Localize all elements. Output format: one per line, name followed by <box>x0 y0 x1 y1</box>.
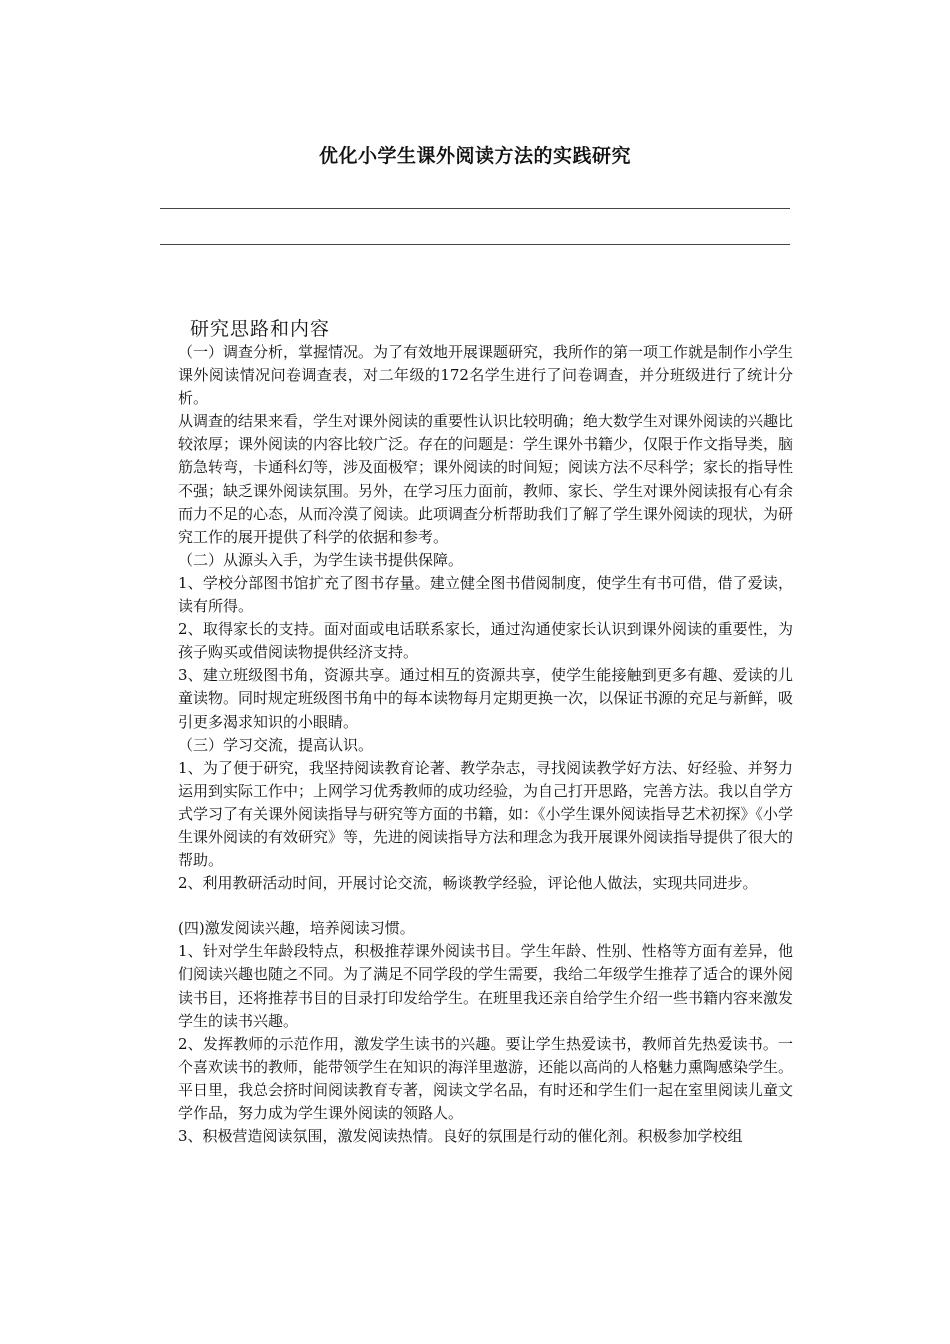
paragraph-heading-4: (四)激发阅读兴趣，培养阅读习惯。 <box>178 919 415 938</box>
paragraph-item: 2、发挥教师的示范作用，激发学生读书的兴趣。要让学生热爱读书，教师首先热爱读书。一个喜欢读书的教师，能带领学生在知识的海洋里遨游，还能以高尚的人格魅力熏陶感染学生。平日里，我总会挤时间阅读教育专著，阅读文学名品，有时还和学生们一起在室里阅读儿童文学作品，努力成为学生课外阅读的领路人。 <box>178 1034 794 1122</box>
paragraph-heading-2: （二）从源头入手，为学生读书提供保障。 <box>178 550 464 569</box>
paragraph-item: 1、为了便于研究，我坚持阅读教育论著、教学杂志，寻找阅读教学好方法、好经验、并努力运用到实际工作中；上网学习优秀教师的成功经验，为自己打开思路，完善方法。我以自学方式学习了有关课外阅读指导与研究等方面的书籍，如：《小学生课外阅读指导艺术初探》《小学生课外阅读的有效研究》等，先进的阅读指导方法和理念为我开展课外阅读指导提供了很大的帮助。 <box>178 758 794 870</box>
paragraph-heading-3: （三）学习交流，提高认识。 <box>178 735 374 754</box>
document-title: 优化小学生课外阅读方法的实践研究 <box>318 145 631 167</box>
paragraph-item: 2、利用教研活动时间，开展讨论交流，畅谈教学经验，评论他人做法，实现共同进步。 <box>178 874 758 893</box>
paragraph-item: 3、建立班级图书角，资源共享。通过相互的资源共享，使学生能接触到更多有趣、爱读的儿童读物。同时规定班级图书角中的每本读物每月定期更换一次，以保证书源的充足与新鲜，吸引更多渴求知识的小眼睛。 <box>178 666 794 731</box>
paragraph-survey-results: 从调查的结果来看，学生对课外阅读的重要性认识比较明确；绝大数学生对课外阅读的兴趣比较浓厚；课外阅读的内容比较广泛。存在的问题是：学生课外书籍少，仅限于作文指导类，脑筋急转弯，卡通科幻等，涉及面极窄；课外阅读的时间短；阅读方法不尽科学；家长的指导性不强；缺乏课外阅读氛围。另外，在学习压力面前，教师、家长、学生对课外阅读报有心有余而力不足的心态，从而冷漠了阅读。此项调查分析帮助我们了解了学生课外阅读的现状，为研究工作的展开提供了科学的依据和参考。 <box>178 412 794 546</box>
header-rule-top <box>160 208 790 209</box>
paragraph-item: 3、积极营造阅读氛围，激发阅读热情。良好的氛围是行动的催化剂。积极参加学校组 <box>178 1127 743 1146</box>
paragraph-item: 2、取得家长的支持。面对面或电话联系家长，通过沟通使家长认识到课外阅读的重要性，为孩子购买或借阅读物提供经济支持。 <box>178 620 793 662</box>
paragraph-item: 1、学校分部图书馆扩充了图书存量。建立健全图书借阅制度，使学生有书可借，借了爱读，读有所得。 <box>178 573 793 616</box>
paragraph-survey: （一）调查分析，掌握情况。为了有效地开展课题研究，我所作的第一项工作就是制作小学生课外阅读情况问卷调查表，对二年级的172名学生进行了问卷调查，并分班级进行了统计分析。 <box>178 343 794 408</box>
section-heading: 研究思路和内容 <box>190 318 331 340</box>
document-body <box>178 341 793 1148</box>
header-rule-bottom <box>160 244 790 245</box>
paragraph-item: 1、针对学生年龄段特点，积极推荐课外阅读书目。学生年龄、性别、性格等方面有差异，他们阅读兴趣也随之不同。为了满足不同学段的学生需要，我给二年级学生推荐了适合的课外阅读书目，还将推荐书目的目录打印发给学生。在班里我还亲自给学生介绍一些书籍内容来激发学生的读书兴趣。 <box>178 942 794 1030</box>
